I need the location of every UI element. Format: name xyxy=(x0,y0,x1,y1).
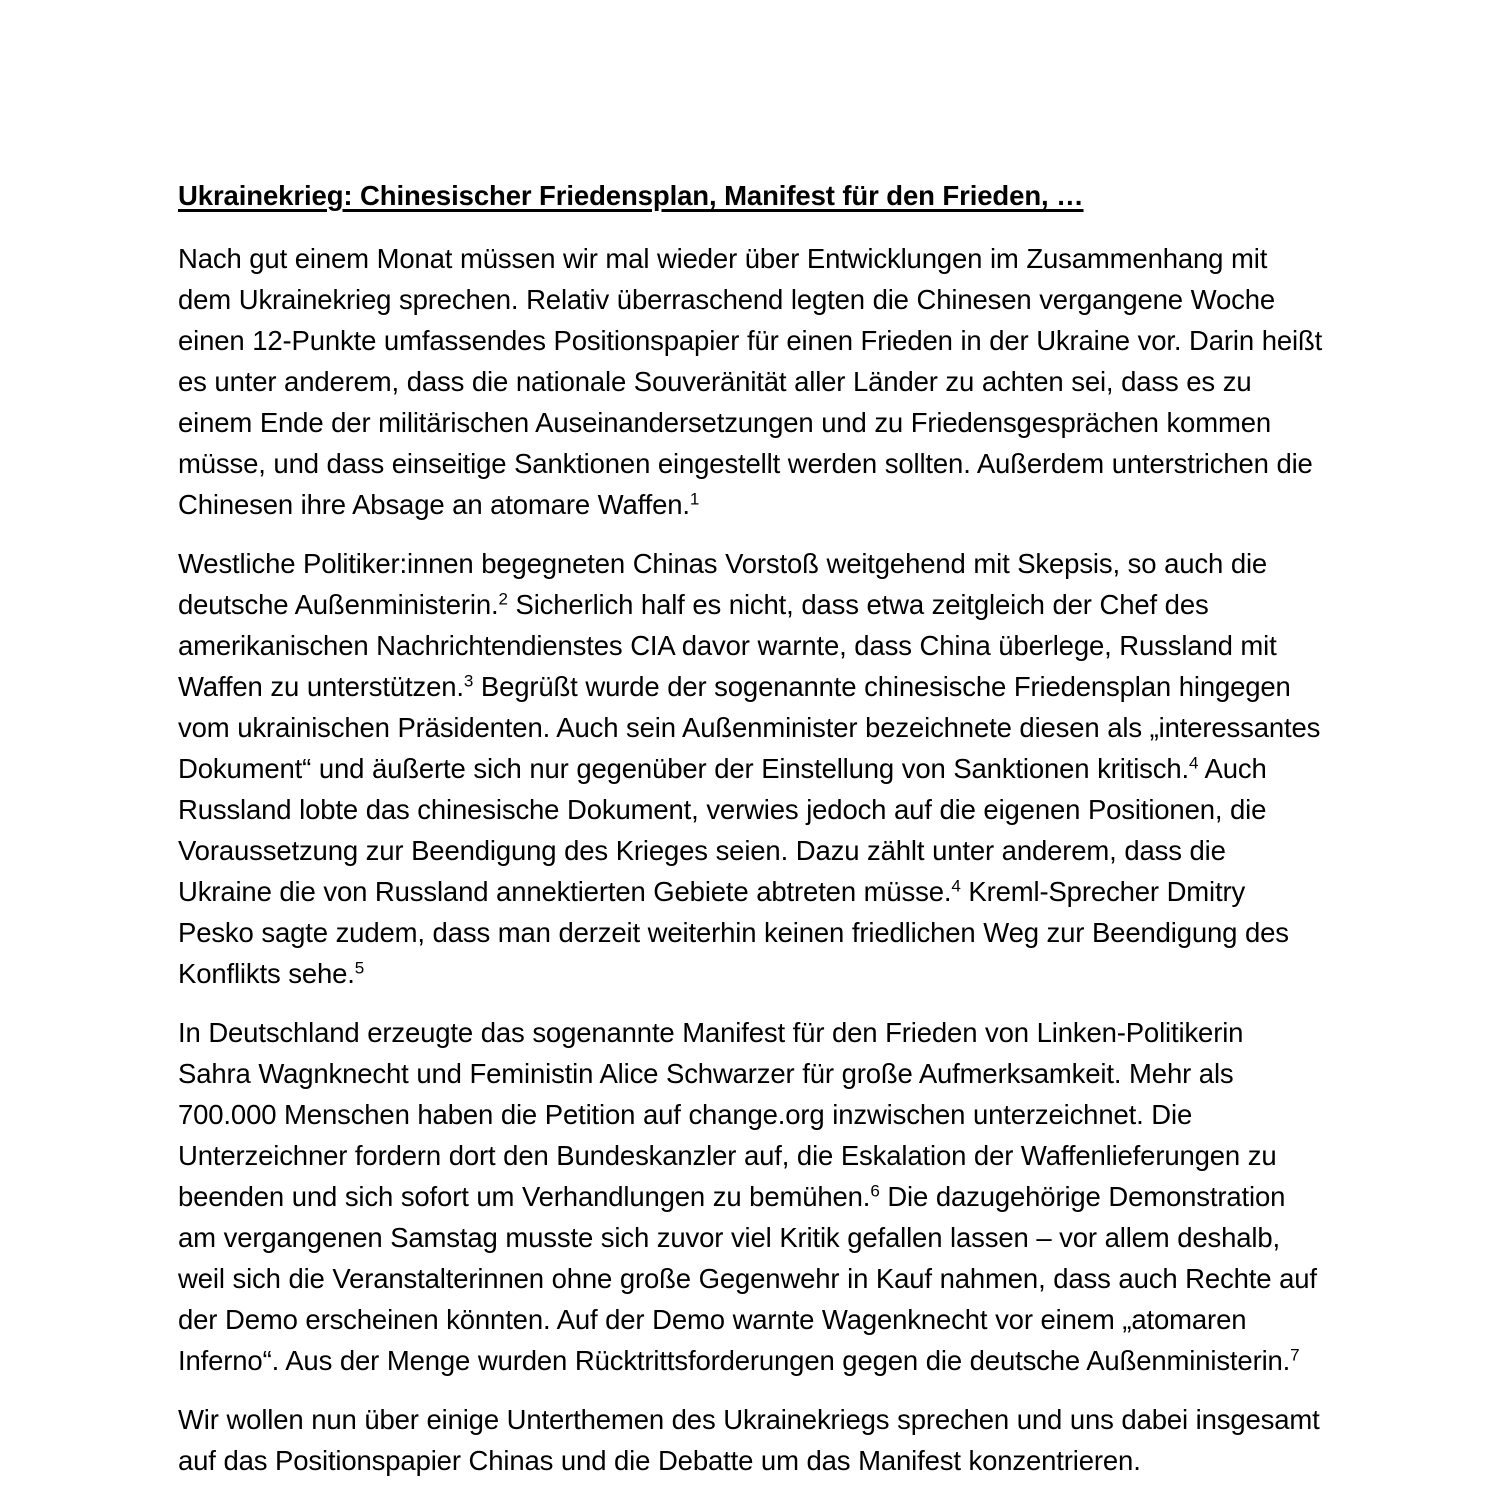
footnote-reference[interactable]: 2 xyxy=(498,589,508,609)
footnote-reference[interactable]: 7 xyxy=(1290,1345,1300,1365)
paragraph-text: Begrüßt wurde der sogenannte chinesische Friedensplan hingegen vom ukrainischen Präsidenten. Auch sein Außenminister bezeichnete diesen als „interessantes Dokument“ und äußerte sich nur gegenüber der Einstellung von Sanktionen kritisch. xyxy=(178,671,1321,784)
paragraph-text: In Deutschland erzeugte das sogenannte Manifest für den Frieden von Linken-Politikerin Sahra Wagnknecht und Feministin Alice Schwarzer für große Aufmerksamkeit. Mehr als 700.000 Menschen haben die Petition auf change.org inzwischen unterzeichnet. Die Unterzeichner fordern dort den Bundeskanzler auf, die Eskalation der Waffenlieferungen zu beenden und sich sofort um Verhandlungen zu bemühen. xyxy=(178,1017,1277,1212)
paragraph-text: Nach gut einem Monat müssen wir mal wieder über Entwicklungen im Zusammenhang mit dem Ukrainekrieg sprechen. Relativ überraschend legten die Chinesen vergangene Woche einen 12-Punkte umfassendes Positionspapier für einen Frieden in der Ukraine vor. Darin heißt es unter anderem, dass die nationale Souveränität aller Länder zu achten sei, dass es zu einem Ende der militärischen Auseinandersetzungen und zu Friedensgesprächen kommen müsse, und dass einseitige Sanktionen eingestellt werden sollten. Außerdem unterstrichen die Chinesen ihre Absage an atomare Waffen. xyxy=(178,243,1323,520)
page-title xyxy=(178,175,1323,216)
paragraph-text: Sicherlich half es nicht, dass etwa zeitgleich der Chef des amerikanischen Nachrichtendienstes CIA davor warnte, dass China überlege, Russland mit Waffen zu unterstützen. xyxy=(178,589,1277,702)
body-paragraph xyxy=(178,238,1323,525)
footnote-reference[interactable]: 4 xyxy=(1189,753,1199,773)
footnote-reference[interactable]: 6 xyxy=(870,1181,880,1201)
paragraph-text: Die dazugehörige Demonstration am vergangenen Samstag musste sich zuvor viel Kritik gefallen lassen – vor allem deshalb, weil sich die Veranstalterinnen ohne große Gegenwehr in Kauf nahmen, dass auch Rechte auf der Demo erscheinen könnten. Auf der Demo warnte Wagenknecht vor einem „atomaren Inferno“. Aus der Menge wurden Rücktrittsforderungen gegen die deutsche Außenministerin. xyxy=(178,1181,1317,1376)
paragraph-text: Kreml-Sprecher Dmitry Pesko sagte zudem, dass man derzeit weiterhin keinen friedlichen Weg zur Beendigung des Konflikts sehe. xyxy=(178,876,1289,989)
footnote-reference[interactable]: 1 xyxy=(689,489,700,509)
paragraph-text: Auch Russland lobte das chinesische Dokument, verwies jedoch auf die eigenen Positionen, die Voraussetzung zur Beendigung des Krieges seien. Dazu zählt unter anderem, dass die Ukraine die von Russland annektierten Gebiete abtreten müsse. xyxy=(178,753,1267,907)
paragraph-container xyxy=(178,238,1323,1481)
body-paragraph xyxy=(178,1399,1323,1481)
document-body xyxy=(178,175,1323,1481)
footnote-reference[interactable]: 5 xyxy=(354,958,365,978)
page-title-text: Ukrainekrieg: Chinesischer Friedensplan, Manifest für den Frieden, … xyxy=(178,180,1084,211)
footnote-reference[interactable]: 4 xyxy=(951,876,961,896)
body-paragraph xyxy=(178,1012,1323,1381)
paragraph-text: Westliche Politiker:innen begegneten Chinas Vorstoß weitgehend mit Skepsis, so auch die deutsche Außenministerin. xyxy=(178,548,1268,620)
body-paragraph xyxy=(178,543,1323,994)
paragraph-text: Wir wollen nun über einige Unterthemen des Ukrainekriegs sprechen und uns dabei insgesamt auf das Positionspapier Chinas und die Debatte um das Manifest konzentrieren. xyxy=(178,1404,1320,1476)
footnote-reference[interactable]: 3 xyxy=(463,671,474,691)
